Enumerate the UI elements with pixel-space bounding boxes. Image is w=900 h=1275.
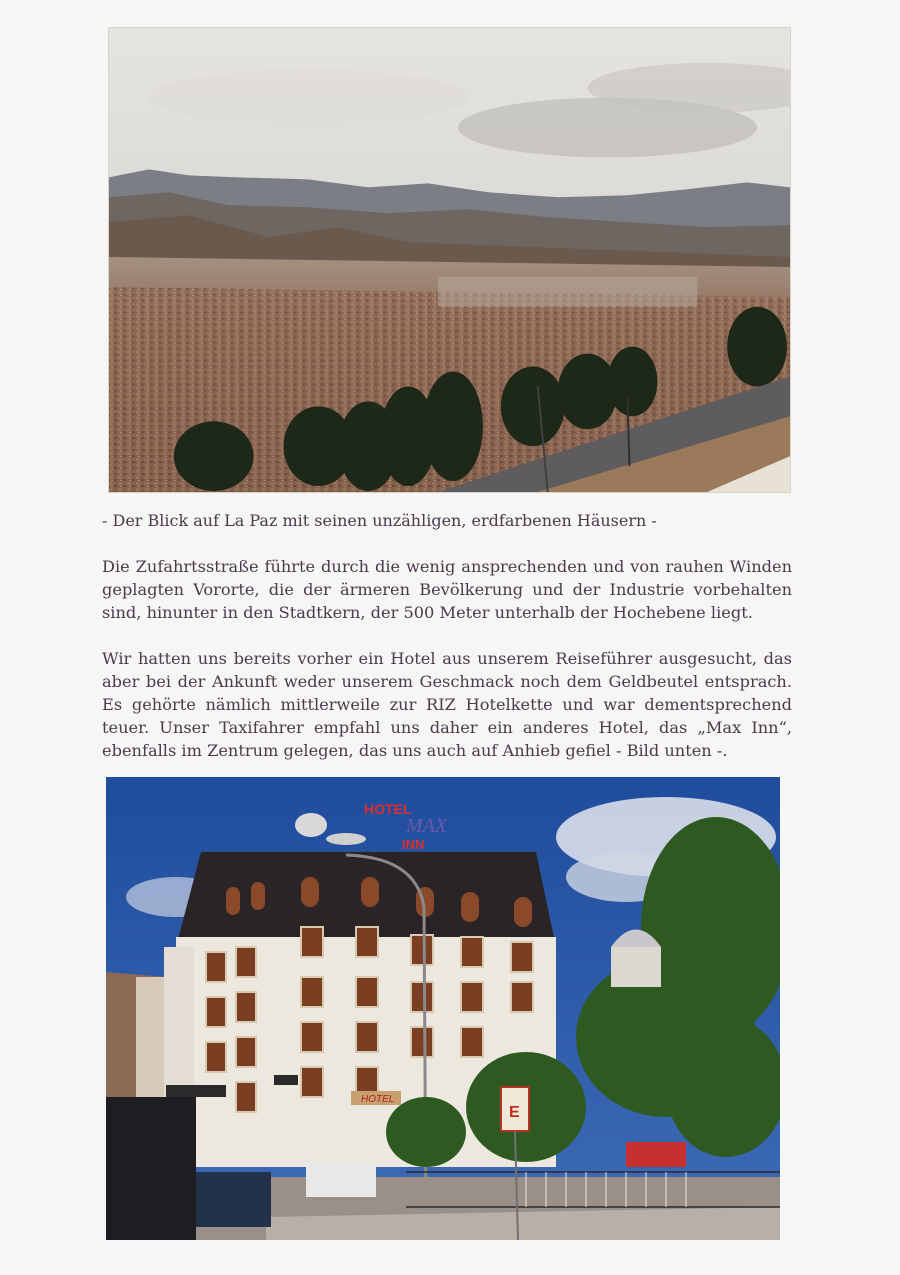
no-parking-sign: E bbox=[509, 1104, 520, 1121]
facade-hotel-sign: HOTEL bbox=[361, 1094, 395, 1105]
hotel-max-inn-image bbox=[106, 777, 780, 1240]
paragraph-hotel-choice: Wir hatten uns bereits vorher ein Hotel aus unserem Reiseführer ausgesucht, das aber bei der Ankunft weder unserem Geschmack noch dem Geldbeutel entsprach. Es gehörte nämlich mittlerweile zur RIZ Hotelkette und war dementsprechend teuer. Unser Taxifahrer empfahl uns daher ein anderes Hotel, das „Max Inn“, ebenfalls im Zentrum gelegen, das uns auch auf Anhieb gefiel - Bild unten -. bbox=[102, 649, 792, 760]
la-paz-panorama-image bbox=[109, 28, 790, 492]
rooftop-sign-hotel: HOTEL bbox=[364, 801, 412, 817]
photo-caption: - Der Blick auf La Paz mit seinen unzähligen, erdfarbenen Häusern - bbox=[102, 511, 657, 530]
la-paz-panorama-photo bbox=[108, 27, 791, 493]
rooftop-sign-inn: INN bbox=[402, 837, 425, 852]
paragraph-approach-road: Die Zufahrtsstraße führte durch die wenig ansprechenden und von rauhen Winden geplagten Vororte, die der ärmeren Bevölkerung und der Industrie vorbehalten sind, hinunter in den Stadtkern, der 500 Meter unterhalb der Hochebene liegt. bbox=[102, 557, 792, 622]
rooftop-sign-max: MAX bbox=[406, 815, 448, 837]
hotel-max-inn-photo bbox=[106, 777, 780, 1240]
